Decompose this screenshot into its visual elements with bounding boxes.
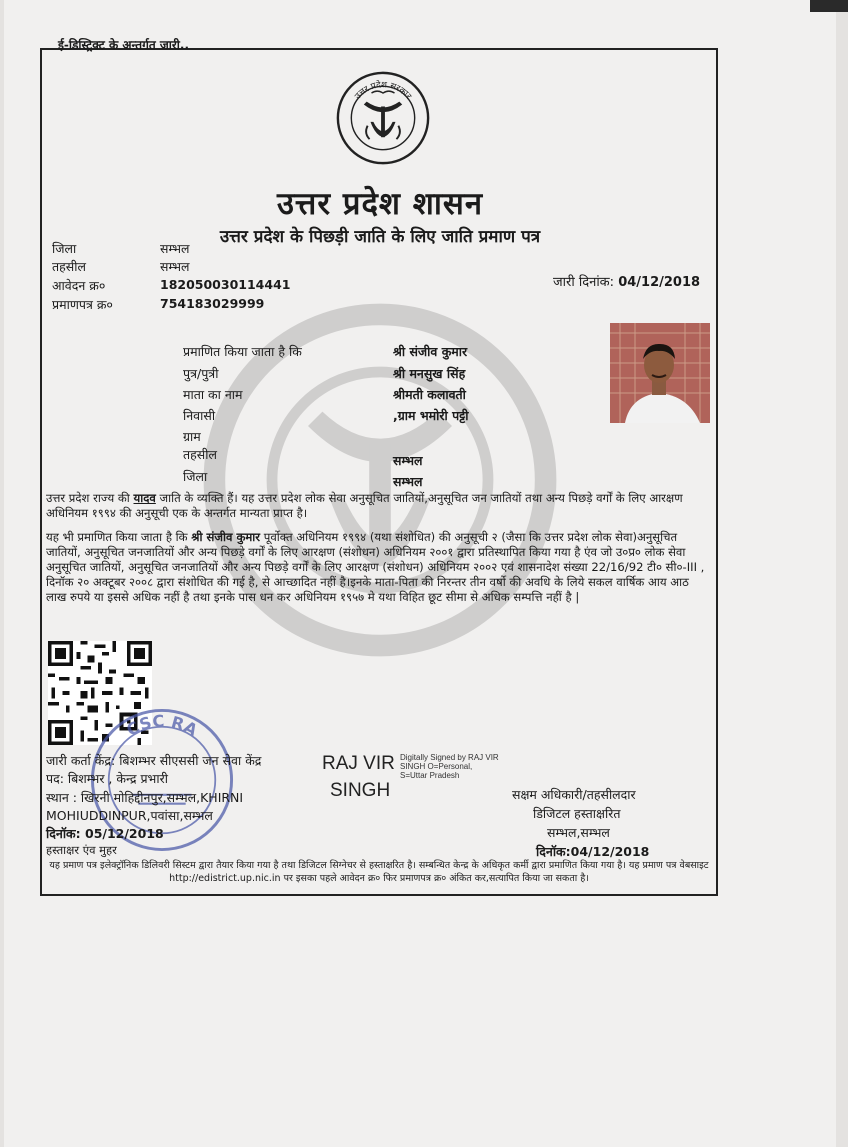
- footer-note: यह प्रमाण पत्र इलेक्ट्रॉनिक डिलिवरी सिस्टम द्वारा तैयार किया गया है तथा डिजिटल सिग्नेचर से हस्ताक्षरित है। सम्बन्धित केन्द्र के अधिकृत कर्मी द्वारा प्रमाणित किया गया है। यह प्रमाण पत्र वेबसाइट http://edistrict.up.nic.in पर इसका पहले आवेदन क्र० फिर प्रमाणपत्र क्र० अंकित कर,सत्यापित किया जा सकता है।: [49, 860, 709, 884]
- applicant-name: श्री संजीव कुमार: [393, 344, 468, 359]
- issuer-place-1: स्थान : खिरनी मोहिद्दीनपुर,सम्भल,KHIRNI: [46, 790, 244, 805]
- caste-name: यादव: [133, 491, 156, 505]
- up-emblem-icon: [334, 70, 432, 166]
- applicant-photo: [610, 323, 710, 423]
- background-edge: [810, 0, 848, 12]
- issuer-post: पद: बिशम्भर , केन्द्र प्रभारी: [46, 771, 168, 786]
- father-name: श्री मनसुख सिंह: [393, 366, 466, 381]
- tehsil-row-label: तहसील: [183, 447, 217, 462]
- certificate-no-label: प्रमाणपत्र क्र०: [52, 297, 113, 312]
- para2-post: पूर्वोक्त अधिनियम १९९४ (यथा संशोधित) की अनुसूची २ (जैसा कि उत्तर प्रदेश लोक सेवा)अनुसूचित जातियों, अनुसूचित जनजातियों और अन्य पिछड़े वर्गों के लिए आरक्षण (संशोधन) अधिनियम २००१ द्वारा प्रतिस्थापित किया गया है एंव जो उ०प्र० लोक सेवा अनुसूचित जातियों, अनुसूचित जनजातियों और अन्य पिछड़े वर्गों के लिए आरक्षण (संशोधन) अधिनियम २००२ एवं शासनादेश संख्या 22/16/92 टी० सी०-III , दिनॉक २० अक्टूबर २००८ द्वारा संशोधित की गई है, से आच्छादित नहीं है।इनके माता-पिता की निरन्तर तीन वर्षो की अवधि के लिये सकल वार्षिक आय आठ लाख रुपये या इससे अधिक नहीं है तथा इनके पास धन कर अधिनियम १९५७ मे यथा विहित छूट सीमा से अधिक सम्पत्ति नहीं है |: [46, 530, 705, 604]
- emblem-text: उत्तर प्रदेश सरकार: [353, 80, 413, 102]
- district-label: जिला: [52, 241, 77, 256]
- svg-text:उत्तर प्रदेश सरकार: [353, 79, 413, 102]
- authority-signature: डिजिटल हस्ताक्षरित: [533, 806, 621, 821]
- son-daughter-label: पुत्र/पुत्री: [183, 366, 219, 381]
- certificate-no-value: 754183029999: [160, 296, 265, 311]
- certificate-title: उत्तर प्रदेश के पिछड़ी जाति के लिए जाति प्रमाण पत्र: [219, 227, 541, 247]
- tehsil-label: तहसील: [52, 259, 86, 274]
- caste-paragraph: [46, 491, 710, 521]
- resident-label: निवासी: [183, 408, 216, 423]
- signer-first-name: RAJ VIR: [322, 753, 395, 774]
- certified-label: प्रमाणित किया जाता है कि: [183, 344, 302, 359]
- seal-text: CSC RA: [123, 711, 201, 741]
- tehsil-value: सम्भल: [160, 259, 190, 274]
- application-no-value: 182050030114441: [160, 277, 291, 292]
- para1-post: जाति के व्यक्ति हैं। यह उत्तर प्रदेश लोक सेवा अनुसूचित जातियों,अनुसूचित जन जातियों तथा अन्य पिछड़े वर्गों के लिए आरक्षण अधिनियम १९९४ की अनुसूची एक के अन्तर्गत मान्यता प्राप्त है।: [46, 491, 683, 520]
- certification-paragraph: [46, 530, 710, 605]
- district-row-label: जिला: [183, 469, 208, 484]
- digital-signature-name: [322, 750, 395, 804]
- para2-name: श्री संजीव कुमार: [191, 530, 261, 544]
- issue-date: [553, 272, 700, 290]
- authority-place: सम्भल,सम्भल: [547, 825, 610, 840]
- authority-date: [536, 843, 649, 860]
- mother-name-label: माता का नाम: [183, 387, 243, 402]
- authority-date-label: दिनॉक:: [536, 844, 571, 859]
- issuer-date: दिनॉक: 05/12/2018: [46, 826, 164, 841]
- application-no-label: आवेदन क्र०: [52, 278, 106, 293]
- resident-value: ,ग्राम भमोरी पट्टी: [393, 408, 469, 423]
- district-row-value: सम्भल: [393, 474, 423, 489]
- issue-date-label: जारी दिनांक:: [553, 275, 615, 290]
- authority-title: सक्षम अधिकारी/तहसीलदार: [512, 787, 636, 802]
- signer-last-name: SINGH: [330, 780, 391, 801]
- district-value: सम्भल: [160, 241, 190, 256]
- authority-date-value: 04/12/2018: [570, 844, 650, 859]
- village-label: ग्राम: [183, 429, 201, 444]
- issuing-center: जारी कर्ता केंद्र: बिशम्भर सीएससी जन सेवा केंद्र: [46, 753, 262, 768]
- issuer-place-2: MOHIUDDINPUR,पवांसा,सम्भल: [46, 808, 213, 823]
- government-title: उत्तर प्रदेश शासन: [276, 186, 484, 222]
- issuer-sign-label: हस्ताक्षर एंव मुहर: [46, 843, 117, 857]
- issue-date-value: 04/12/2018: [618, 275, 701, 290]
- digital-signature-detail: Digitally Signed by RAJ VIR SINGH O=Personal, S=Uttar Pradesh: [400, 753, 499, 780]
- para2-pre: यह भी प्रमाणित किया जाता है कि: [46, 530, 192, 544]
- tehsil-row-value: सम्भल: [393, 453, 423, 468]
- header-note: ई-डिस्ट्रिक्ट के अन्तर्गत जारी..: [58, 38, 190, 52]
- mother-name: श्रीमती कलावती: [393, 387, 466, 402]
- para1-pre: उत्तर प्रदेश राज्य की: [46, 491, 134, 505]
